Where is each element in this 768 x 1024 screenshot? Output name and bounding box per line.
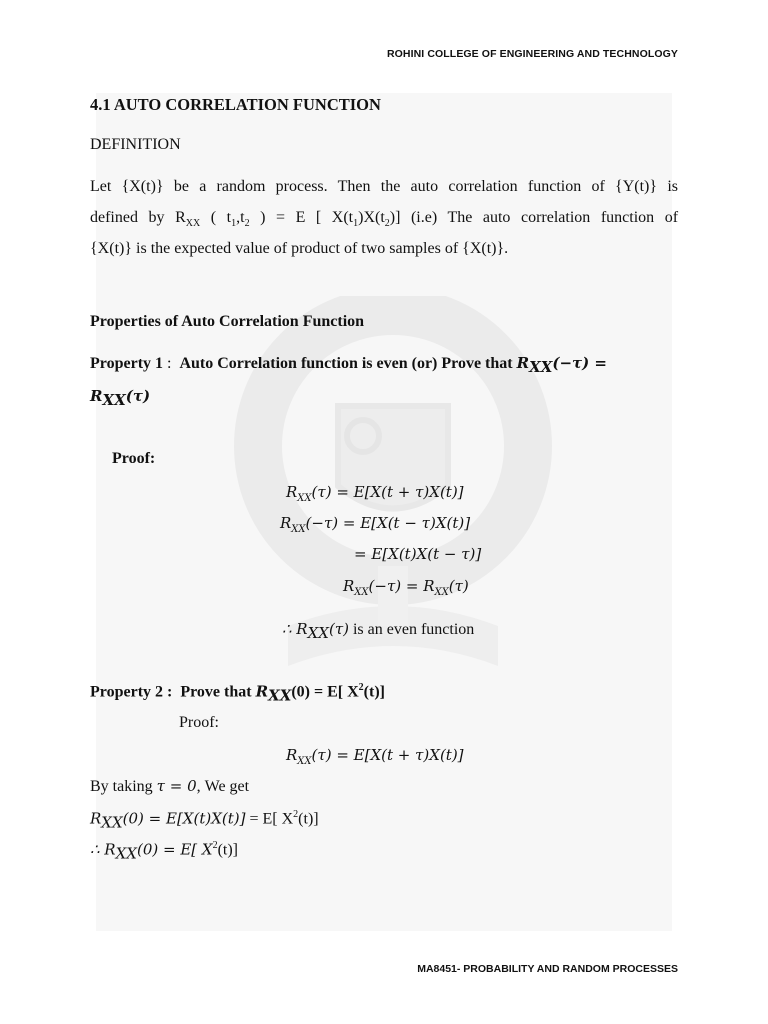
proof-1-eq-3: = E[X(t)X(t − τ)]: [354, 545, 482, 563]
definition-line-2: defined by $R_{XX}$ ( $t_1,t_2$ ) = E [ $X(t_1)X(t_2)$] (i.e) The auto correlation function of: [90, 209, 679, 230]
page-header: ROHINI COLLEGE OF ENGINEERING AND TECHNOLOGY: [386, 48, 678, 60]
proof-2-eq-2: $R_{XX}(0) = E[X(t)X(t)] = E$[ $X^2(t)$]: [90, 809, 319, 832]
proof-2-eq-3: ∴ $R_{XX}(0) = E$[ $X^2(t)$]: [90, 840, 239, 863]
proof-2-eq-1: $R_{XX}(\tau) = E[X(t + \tau)X(t)]$: [286, 746, 464, 767]
proof-1-eq-2: $R_{XX}(-\tau) = E[X(t - \tau)X(t)]$: [280, 514, 471, 535]
proof-1-eq-1: $R_{XX}(\tau) = E[X(t + \tau)X(t)]$: [286, 483, 464, 504]
property-1-formula-cont: $R_{XX}(\tau)$: [90, 387, 151, 410]
proof-1-conclusion: ∴ $R_{XX}(\tau)$ is an even function: [282, 620, 475, 643]
proof-2-taking-line: By taking τ = 0, We get: [90, 777, 250, 795]
property-2-statement: Property 2 : Prove that $R_{XX}(0) = E$[ $X^2(t)$]: [90, 682, 385, 705]
definition-heading: DEFINITION: [90, 136, 181, 153]
page-footer: MA8451- PROBABILITY AND RANDOM PROCESSES: [417, 963, 678, 975]
property-1-statement: Property 1 : Auto Correlation function is even (or) Prove that $R_{XX}(-\tau)$ =: [90, 354, 608, 377]
properties-heading: Properties of Auto Correlation Function: [90, 313, 365, 330]
proof-2-heading: Proof:: [179, 714, 219, 731]
proof-1-eq-4: $R_{XX}(-\tau) = R_{XX}(\tau)$: [343, 577, 469, 598]
section-title: 4.1 AUTO CORRELATION FUNCTION: [90, 95, 381, 114]
definition-line-1: Let {X(t)} be a random process. Then the auto correlation function of {Y(t)} is: [90, 178, 678, 195]
proof-1-heading: Proof:: [112, 450, 156, 467]
definition-line-3: {X(t)} is the expected value of product of two samples of {X(t)}.: [90, 240, 509, 257]
